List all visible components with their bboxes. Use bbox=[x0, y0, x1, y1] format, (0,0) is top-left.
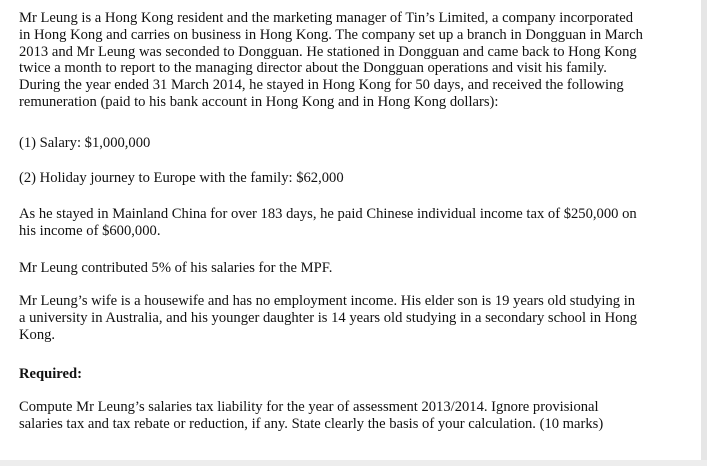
text-line: (2) Holiday journey to Europe with the family: $62,000 bbox=[19, 170, 344, 186]
text-line: Mr Leung is a Hong Kong resident and the marketing manager of Tin’s Limited, a company incorporated bbox=[19, 10, 634, 26]
text-line: a university in Australia, and his younger daughter is 14 years old studying in a secondary school in Hong bbox=[19, 309, 638, 326]
chinese-tax-paragraph bbox=[19, 206, 701, 240]
page-edge-shadow bbox=[701, 0, 707, 466]
text-line: Compute Mr Leung’s salaries tax liability for the year of assessment 2013/2014. Ignore provisional bbox=[19, 399, 599, 415]
text-line: twice a month to report to the managing director about the Dongguan operations and visit his family. bbox=[19, 60, 607, 77]
holiday-journey-item bbox=[19, 170, 701, 187]
mpf-paragraph bbox=[19, 260, 701, 277]
text-line: his income of $600,000. bbox=[19, 222, 161, 239]
text-line: Kong. bbox=[19, 326, 56, 343]
background-paragraph bbox=[19, 10, 701, 111]
text-line: As he stayed in Mainland China for over 183 days, he paid Chinese individual income tax of $250,000 on bbox=[19, 206, 637, 222]
bottom-edge bbox=[0, 460, 707, 466]
text-line: 2013 and Mr Leung was seconded to Dongguan. He stationed in Dongguan and came back to Hong Kong bbox=[19, 43, 637, 60]
text-line: During the year ended 31 March 2014, he stayed in Hong Kong for 50 days, and received the following bbox=[19, 77, 624, 94]
requirement-paragraph bbox=[19, 399, 701, 433]
heading-text: Required: bbox=[19, 366, 82, 382]
text-line: remuneration (paid to his bank account in Hong Kong and in Hong Kong dollars): bbox=[19, 93, 499, 110]
family-paragraph bbox=[19, 293, 701, 343]
text-line: in Hong Kong and carries on business in Hong Kong. The company set up a branch in Dongguan in March bbox=[19, 26, 643, 43]
text-line: salaries tax and tax rebate or reduction, if any. State clearly the basis of your calculation. (10 marks) bbox=[19, 415, 604, 432]
text-line: Mr Leung’s wife is a housewife and has no employment income. His elder son is 19 years old studying in bbox=[19, 293, 636, 309]
text-line: (1) Salary: $1,000,000 bbox=[19, 135, 151, 151]
salary-item bbox=[19, 135, 701, 152]
text-line: Mr Leung contributed 5% of his salaries for the MPF. bbox=[19, 260, 333, 276]
required-heading bbox=[19, 366, 701, 383]
